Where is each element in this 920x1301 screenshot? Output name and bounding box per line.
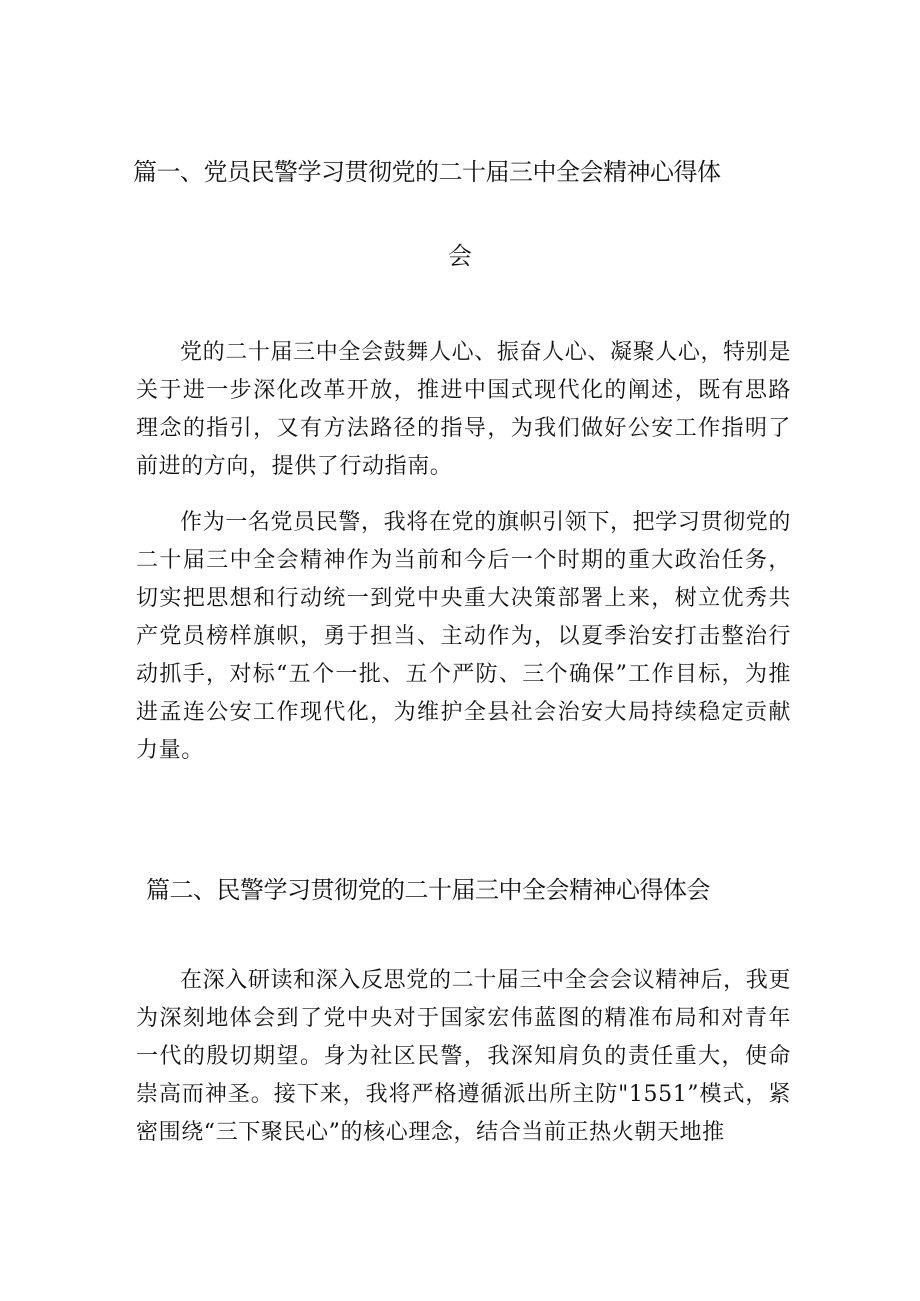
section1-paragraph-1: 党的二十届三中全会鼓舞人心、振奋人心、凝聚人心，特别是关于进一步深化改革开放，推进中国式现代化的阐述，既有思路理念的指引，又有方法路径的指导，为我们做好公安工作指明了前进的方向，提供了行动指南。: [136, 340, 791, 479]
section2-title: 篇二、民警学习贯彻党的二十届三中全会精神心得体会: [146, 876, 710, 904]
section1-title-line1: 篇一、党员民警学习贯彻党的二十届三中全会精神心得体: [133, 158, 721, 186]
section1-title-line2: 会: [448, 242, 472, 270]
section2-paragraph-1: 在深入研读和深入反思党的二十届三中全会会议精神后，我更为深刻地体会到了党中央对于国家宏伟蓝图的精准布局和对青年一代的殷切期望。身为社区民警，我深知肩负的责任重大，使命崇高而神圣。接下来，我将严格遵循派出所主防"1551”模式，紧密围绕“三下聚民心”的核心理念，结合当前正热火朝天地推: [136, 968, 791, 1145]
section1-paragraph-2: 作为一名党员民警，我将在党的旗帜引领下，把学习贯彻党的二十届三中全会精神作为当前和今后一个时期的重大政治任务，切实把思想和行动统一到党中央重大决策部署上来，树立优秀共产党员榜样旗帜，勇于担当、主动作为，以夏季治安打击整治行动抓手，对标“五个一批、五个严防、三个确保”工作目标，为推进孟连公安工作现代化，为维护全县社会治安大局持续稳定贡献力量。: [136, 510, 791, 763]
